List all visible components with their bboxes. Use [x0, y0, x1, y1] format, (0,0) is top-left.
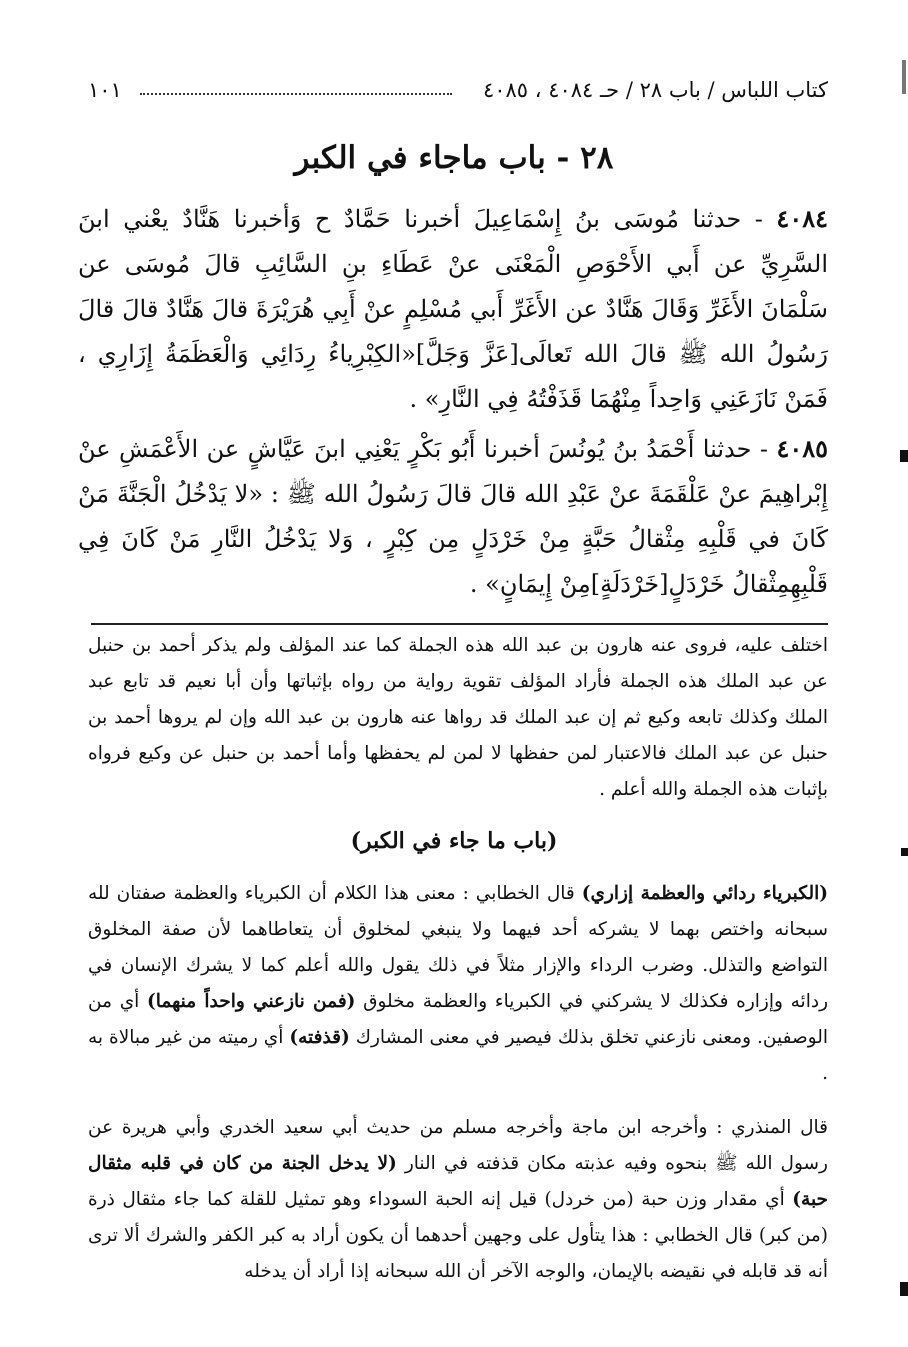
hadith-4084 [78, 196, 828, 422]
margin-mark [900, 450, 908, 462]
commentary-text: أي من الوصفين. ومعنى نازعني تخلق بذلك فيصير في معنى المشارك [88, 991, 828, 1048]
chapter-title: ٢٨ - باب ماجاء في الكبر [294, 140, 614, 176]
hadith-number: ٤٠٨٤ [776, 204, 828, 233]
page-header [88, 78, 828, 112]
commentary-text: قال المنذري : وأخرجه ابن ماجة وأخرجه مسلم من حديث أبي سعيد الخدري وأبي هريرة عن رسول الله ﷺ بنحوه وفيه عذبته مكان قذفته في النار [88, 1117, 828, 1174]
commentary-text: أي رميته من غير مبالاة به . [88, 1027, 828, 1084]
margin-mark [901, 848, 908, 856]
footnote-divider [91, 623, 828, 625]
commentary-section-title: (باب ما جاء في الكبر) [350, 828, 558, 854]
commentary-text: قال الخطابي : معنى هذا الكلام أن الكبرياء والعظمة صفتان لله سبحانه واختص بهما لا يشركه أحد فيهما ولا ينبغي لمخلوق أن يتعاطاهما لأن صفة المخلوق التواضع والتذلل. وضرب الرداء والإزار مثلاً في ذلك يقول والله أعلم كما لا يشرك الإنسان في ردائه وإزاره فكذلك لا يشركني في الكبرياء والعظمة مخلوق [88, 883, 829, 1012]
quoted-phrase: (لا يدخل الجنة من كان في قلبه مثقال حبة) [88, 1153, 828, 1210]
margin-mark [900, 1282, 908, 1296]
leader-dots [140, 93, 452, 95]
edge-shadow [902, 60, 906, 94]
hadith-number: ٤٠٨٥ [776, 434, 828, 463]
commentary-paragraph-1: اختلف عليه، فروى عنه هارون بن عبد الله هذه الجملة كما عند المؤلف ولم يذكر أحمد بن حنبل عن عبد الملك هذه الجملة فأراد المؤلف تقوية رواية من رواه بإثباتها وأن أبا نعيم قد تابع عبد الملك وكذلك تابعه وكيع ثم إن عبد الملك قد رواها عنه هارون بن عبد الله وإن لم يروها أحمد بن حنبل عن عبد الملك فالاعتبار لمن حفظها لا لمن لم يحفظها وأما أحمد بن حنبل عن وكيع فرواه بإثبات هذه الجملة والله أعلم . [88, 635, 828, 800]
commentary-text: أي مقدار وزن حبة (من خردل) قيل إنه الحبة السوداء وهو تمثيل للقلة كما جاء مثقال ذرة (من كبر) قال الخطابي : هذا يتأول على وجهين أحدهما أن يكون أراد به كبر الكفر والشرك ألا ترى أنه قد قابله في نقيضه بالإيمان، والوجه الآخر أن الله سبحانه إذا أراد أن يدخله [88, 1189, 828, 1282]
hadith-text: - حدثنا أَحْمَدُ بنُ يُونُسَ أخبرنا أَبُو بَكْرٍ يَعْنِي ابنَ عَيَّاشٍ عن الأَعْمَشِ عنْ إِبْراهِيمَ عنْ عَلْقَمَةَ عنْ عَبْدِ الله قالَ قالَ رَسُولُ الله ﷺ : «لا يَدْخُلُ الْجَنَّةَ مَنْ كَانَ في قَلْبِهِ مِثْقالُ حَبَّةٍ مِنْ خَرْدَلٍ مِن كِبْرٍ ، وَلا يَدْخُلُ النَّارِ مَنْ كَانَ فِي قَلْبِهِمِثْقالُ خَرْدَلٍ[خَرْدَلَةٍ]مِنْ إِيمَانٍ» . [78, 435, 829, 598]
commentary-paragraph-3 [88, 1110, 828, 1290]
quoted-phrase: (فمن نازعني واحداً منهما) [147, 991, 356, 1012]
running-title: كتاب اللباس / باب ٢٨ / حـ ٤٠٨٤ ، ٤٠٨٥ [482, 78, 828, 102]
quoted-phrase: (الكبرياء ردائي والعظمة إزاري) [581, 883, 829, 904]
quoted-phrase: (قذفته) [289, 1027, 350, 1048]
page-number: ١٠١ [88, 78, 122, 102]
commentary-paragraph-2 [88, 876, 828, 1092]
hadith-text: - حدثنا مُوسَى بنُ إِسْمَاعِيلَ أخبرنا حَمَّادٌ ح وَأخبرنا هَنَّادٌ يعْني ابنَ السَّرِيِّ عن أَبي الأَحْوَصِ الْمَعْنَى عنْ عَطَاءِ بنِ السَّائِبِ قالَ مُوسَى عن سَلْمَانَ الأَغَرِّ وَقَالَ هَنَّادٌ عن الأَغَرِّ أَبي مُسْلِمٍ عنْ أَبِي هُرَيْرَةَ قالَ هَنَّادٌ قالَ قالَ رَسُولُ الله ﷺ قالَ الله تَعالَى[عَزَّ وَجَلَّ]«الكِبْرِياءُ رِدَائِي وَالْعَظَمَةُ إِزَارِي ، فَمَنْ نَازَعَنِي وَاحِداً مِنْهُمَا قَذَفْتُهُ فِي النَّارِ» . [78, 205, 828, 413]
hadith-4085 [78, 426, 828, 607]
